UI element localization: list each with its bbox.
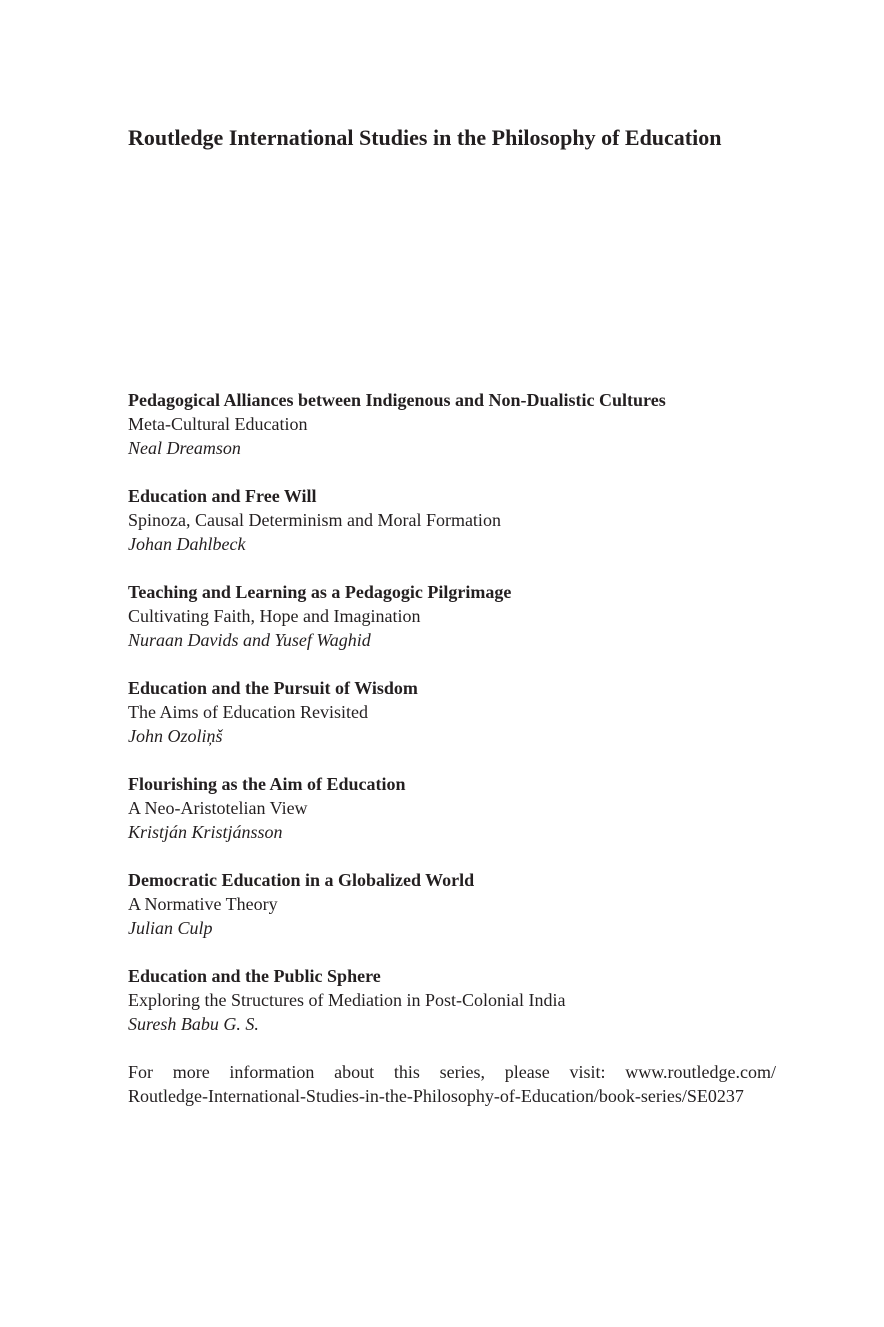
book-subtitle: Spinoza, Causal Determinism and Moral Formation: [128, 510, 501, 530]
book-subtitle: A Normative Theory: [128, 894, 278, 914]
book-author: Kristján Kristjánsson: [128, 822, 283, 842]
book-entry: [128, 772, 776, 844]
book-entry: [128, 868, 776, 940]
book-subtitle: Meta-Cultural Education: [128, 414, 308, 434]
book-title: Teaching and Learning as a Pedagogic Pilgrimage: [128, 582, 512, 602]
book-title: Education and the Pursuit of Wisdom: [128, 678, 418, 698]
book-entry: [128, 964, 776, 1036]
book-entry: [128, 676, 776, 748]
book-subtitle: Exploring the Structures of Mediation in Post-Colonial India: [128, 990, 566, 1010]
book-title: Democratic Education in a Globalized World: [128, 870, 475, 890]
more-info-paragraph: [128, 1060, 776, 1108]
book-title: Education and the Public Sphere: [128, 966, 381, 986]
book-author: John Ozoliņš: [128, 726, 223, 746]
book-title: Flourishing as the Aim of Education: [128, 774, 406, 794]
book-author: Neal Dreamson: [128, 438, 241, 458]
book-entry: [128, 484, 776, 556]
book-entry: [128, 388, 776, 460]
book-entry: [128, 580, 776, 652]
book-title: Education and Free Will: [128, 486, 317, 506]
book-title: Pedagogical Alliances between Indigenous and Non-Dualistic Cultures: [128, 390, 666, 410]
book-subtitle: Cultivating Faith, Hope and Imagination: [128, 606, 421, 626]
book-subtitle: The Aims of Education Revisited: [128, 702, 368, 722]
book-author: Johan Dahlbeck: [128, 534, 246, 554]
series-title: Routledge International Studies in the Philosophy of Education: [128, 125, 722, 150]
book-author: Suresh Babu G. S.: [128, 1014, 259, 1034]
series-url[interactable]: Routledge-International-Studies-in-the-Philosophy-of-Education/book-series/SE0237: [128, 1086, 744, 1106]
more-info-line: For more information about this series, please visit: www.routledge.com/: [128, 1062, 776, 1082]
book-list: [128, 388, 776, 1060]
book-subtitle: A Neo-Aristotelian View: [128, 798, 308, 818]
book-author: Nuraan Davids and Yusef Waghid: [128, 630, 371, 650]
book-author: Julian Culp: [128, 918, 213, 938]
